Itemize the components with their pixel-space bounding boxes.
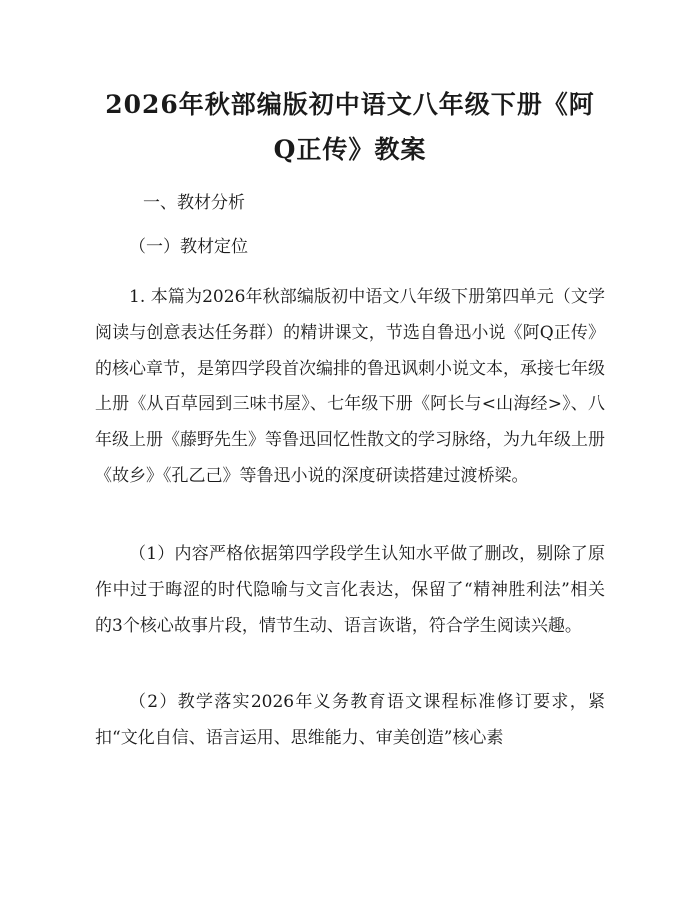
paragraph-3: （2）教学落实2026年义务教育语文课程标准修订要求，紧扣“文化自信、语言运用、思维能力、审美创造”核心素 [95,692,605,748]
section-heading: 一、教材分析 [143,193,245,213]
paragraph-1: 1. 本篇为2026年秋部编版初中语文八年级下册第四单元（文学阅读与创意表达任务群）的精讲课文，节选自鲁迅小说《阿Q正传》的核心章节，是第四学段首次编排的鲁迅讽刺小说文本，承接七年级上册《从百草园到三味书屋》、七年级下册《阿长与<山海经>》、八年级上册《藤野先生》等鲁迅回忆性散文的学习脉络，为九年级上册《故乡》《孔乙己》等鲁迅小说的深度研读搭建过渡桥梁。 [95,287,605,486]
subsection-heading: （一）教材定位 [129,237,248,257]
document-title: 2026年秋部编版初中语文八年级下册《阿Q正传》教案 [105,90,595,164]
paragraph-2: （1）内容严格依据第四学段学生认知水平做了删改，剔除了原作中过于晦涩的时代隐喻与文言化表达，保留了“精神胜利法”相关的3个核心故事片段，情节生动、语言诙谐，符合学生阅读兴趣。 [95,544,605,636]
